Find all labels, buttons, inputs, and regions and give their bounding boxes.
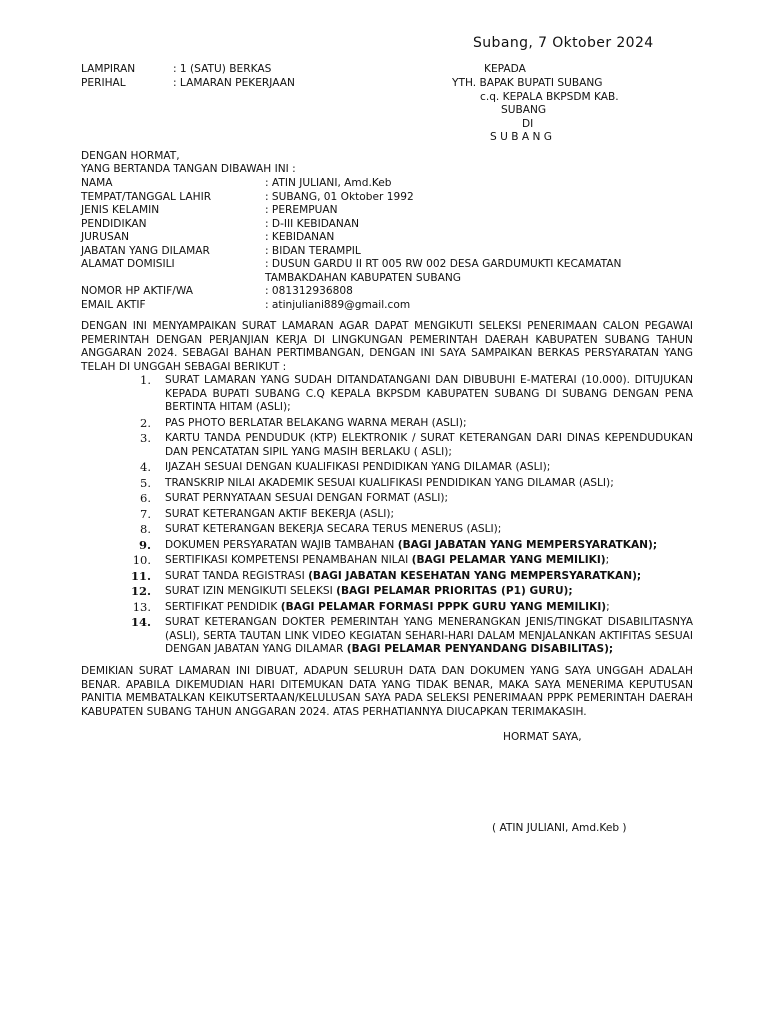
item-text-bold: (BAGI PELAMAR PENYANDANG DISABILITAS);	[346, 643, 614, 655]
item-text-regular: SURAT KETERANGAN DOKTER PEMERINTAH YANG MENERANGKAN JENIS/TINGKAT DISABILITASNYA (ASLI), SERTA TAUTAN LINK VIDEO KEGIATAN SEHARI-HARI DALAM MENJALANKAN AKTIFITAS SESUAI DENGAN JABATAN YANG DILAMAR	[165, 616, 693, 655]
list-item	[110, 492, 693, 506]
item-number: 14.	[130, 615, 151, 629]
item-text: SURAT KETERANGAN AKTIF BEKERJA (ASLI);	[165, 507, 395, 520]
field-label: TEMPAT/TANGGAL LAHIR	[81, 190, 212, 203]
item-number: 6.	[140, 491, 151, 505]
item-text: SURAT LAMARAN YANG SUDAH DITANDATANGANI DAN DIBUBUHI E-MATERAI (10.000). DITUJUKAN KEPADA BUPATI SUBANG C.Q KEPALA BKPSDM KABUPATEN SUBANG DI SUBANG DENGAN PENA BERTINTA HITAM (ASLI);	[165, 374, 693, 413]
intro-line: YANG BERTANDA TANGAN DIBAWAH INI :	[81, 163, 296, 175]
field-row	[81, 231, 701, 245]
field-row	[81, 299, 701, 313]
perihal-value: : LAMARAN PEKERJAAN	[173, 77, 295, 89]
item-number: 13.	[132, 599, 151, 614]
item-text-bold: (BAGI JABATAN KESEHATAN YANG MEMPERSYARATKAN);	[308, 569, 642, 582]
field-value: : BIDAN TERAMPIL	[265, 244, 361, 257]
item-number: 1.	[140, 373, 151, 387]
item-text	[165, 539, 693, 553]
body-paragraph: DENGAN INI MENYAMPAIKAN SURAT LAMARAN AGAR DAPAT MENGIKUTI SELEKSI PENERIMAAN CALON PEGAWAI PEMERINTAH DENGAN PERJANJIAN KERJA DI LINGKUNGAN PEMERINTAH DAERAH KABUPATEN SUBANG TAHUN ANGGARAN 2024. SEBAGAI BAHAN PERTIMBANGAN, DENGAN INI SAYA SAMPAIKAN BERKAS PERSYARATAN YANG TELAH DI UNGGAH SEBAGAI BERIKUT :	[81, 320, 693, 373]
list-item	[110, 417, 693, 431]
field-value: : PEREMPUAN	[265, 204, 338, 216]
field-value: : D-III KEBIDANAN	[265, 217, 360, 230]
list-item	[110, 601, 693, 615]
list-item	[110, 570, 693, 584]
field-label: NOMOR HP AKTIF/WA	[81, 285, 193, 297]
item-text: TRANSKRIP NILAI AKADEMIK SESUAI KUALIFIKASI PENDIDIKAN YANG DILAMAR (ASLI);	[165, 476, 614, 489]
list-item	[110, 374, 693, 415]
recipient-line-4: DI	[522, 118, 534, 130]
item-number: 3.	[140, 431, 151, 445]
field-value: : DUSUN GARDU II RT 005 RW 002 DESA GARDUMUKTI KECAMATAN TAMBAKDAHAN KABUPATEN SUBANG	[265, 258, 622, 284]
field-row	[81, 177, 701, 191]
item-text	[165, 616, 693, 657]
item-text: SURAT KETERANGAN BEKERJA SECARA TERUS MENERUS (ASLI);	[165, 523, 502, 535]
item-text-bold: (BAGI PELAMAR PRIORITAS (P1) GURU);	[336, 585, 573, 597]
field-label: NAMA	[81, 177, 113, 189]
closing-paragraph: DEMIKIAN SURAT LAMARAN INI DIBUAT, ADAPUN SELURUH DATA DAN DOKUMEN YANG SAYA UNGGAH ADALAH BENAR. APABILA DIKEMUDIAN HARI DITEMUKAN DATA YANG TIDAK BENAR, MAKA SAYA MENERIMA KEPUTUSAN PANITIA MEMBATALKAN KEIKUTSERTAAN/KELULUSAN SAYA PADA SELEKSI PENERIMAAN PPPK PEMERINTAH DAERAH KABUPATEN SUBANG TAHUN ANGGARAN 2024. ATAS PERHATIANNYA DIUCAPKAN TERIMAKASIH.	[81, 665, 693, 718]
item-number: 9.	[138, 537, 151, 552]
field-label: JURUSAN	[81, 231, 130, 243]
item-text	[165, 554, 693, 568]
list-item	[110, 432, 693, 459]
item-number: 5.	[140, 475, 151, 490]
place-date: Subang, 7 Oktober 2024	[473, 35, 654, 51]
list-item	[110, 461, 693, 475]
field-value: : 081312936808	[265, 285, 353, 297]
recipient-line-1: YTH. BAPAK BUPATI SUBANG	[452, 77, 603, 89]
item-text	[165, 601, 693, 615]
field-label: PENDIDIKAN	[81, 217, 147, 230]
lampiran-label: LAMPIRAN	[81, 63, 136, 75]
field-row	[81, 218, 701, 232]
item-text	[165, 585, 693, 599]
field-row	[81, 191, 701, 205]
field-label: JENIS KELAMIN	[81, 204, 160, 216]
list-item	[110, 585, 693, 599]
list-item	[110, 523, 693, 537]
item-text-bold: (BAGI PELAMAR FORMASI PPPK GURU YANG MEMILIKI)	[280, 600, 607, 613]
item-text	[165, 570, 693, 584]
list-item	[110, 508, 693, 522]
greeting: DENGAN HORMAT,	[81, 150, 180, 162]
sign-off: HORMAT SAYA,	[503, 731, 582, 743]
field-row	[81, 204, 701, 218]
item-text: KARTU TANDA PENDUDUK (KTP) ELEKTRONIK / SURAT KETERANGAN DARI DINAS KEPENDUDUKAN DAN PENCATATAN SIPIL YANG MASIH BERLAKU ( ASLI);	[165, 432, 693, 458]
recipient-line-3: SUBANG	[501, 104, 547, 116]
item-number: 11.	[130, 568, 151, 583]
field-value: : SUBANG, 01 Oktober 1992	[265, 190, 414, 203]
field-row	[81, 258, 701, 285]
item-number: 7.	[140, 506, 151, 521]
recipient-line-2: c.q. KEPALA BKPSDM KAB.	[480, 91, 619, 103]
field-value: : KEBIDANAN	[265, 231, 335, 243]
field-label: JABATAN YANG DILAMAR	[81, 244, 210, 257]
item-text-regular: DOKUMEN PERSYARATAN WAJIB TAMBAHAN	[165, 538, 398, 551]
field-row	[81, 285, 701, 299]
item-text-regular: SERTIFIKAT PENDIDIK	[165, 600, 281, 613]
list-item	[110, 554, 693, 568]
item-number: 10.	[132, 553, 151, 567]
item-number: 2.	[140, 415, 151, 430]
item-text-bold: (BAGI PELAMAR YANG MEMILIKI)	[411, 554, 606, 566]
item-text-regular: SURAT IZIN MENGIKUTI SELEKSI	[165, 585, 337, 597]
perihal-label: PERIHAL	[81, 77, 126, 89]
field-row	[81, 245, 701, 259]
item-text: IJAZAH SESUAI DENGAN KUALIFIKASI PENDIDIKAN YANG DILAMAR (ASLI);	[165, 461, 551, 473]
item-text: SURAT PERNYATAAN SESUAI DENGAN FORMAT (ASLI);	[165, 492, 449, 504]
applicant-fields	[81, 177, 701, 312]
item-text-regular: SERTIFIKASI KOMPETENSI PENAMBAHAN NILAI	[165, 554, 412, 566]
field-label: EMAIL AKTIF	[81, 298, 146, 311]
recipient-line-5: S U B A N G	[490, 131, 552, 143]
requirements-list	[110, 374, 693, 659]
item-text: PAS PHOTO BERLATAR BELAKANG WARNA MERAH (ASLI);	[165, 416, 467, 429]
item-text-regular: SURAT TANDA REGISTRASI	[165, 569, 309, 582]
item-text-tail: ;	[605, 554, 610, 566]
list-item	[110, 616, 693, 657]
field-value: : ATIN JULIANI, Amd.Keb	[265, 177, 392, 189]
recipient-kepada: KEPADA	[484, 63, 526, 75]
lampiran-value: : 1 (SATU) BERKAS	[173, 63, 272, 75]
list-item	[110, 477, 693, 491]
item-text-tail: ;	[606, 600, 610, 613]
field-value: : atinjuliani889@gmail.com	[265, 298, 411, 311]
list-item	[110, 539, 693, 553]
item-number: 12.	[130, 584, 151, 598]
field-label: ALAMAT DOMISILI	[81, 258, 175, 270]
item-text-bold: (BAGI JABATAN YANG MEMPERSYARATKAN);	[397, 538, 658, 551]
item-number: 8.	[140, 522, 151, 536]
signature-name: ( ATIN JULIANI, Amd.Keb )	[492, 822, 627, 834]
item-number: 4.	[140, 460, 151, 474]
